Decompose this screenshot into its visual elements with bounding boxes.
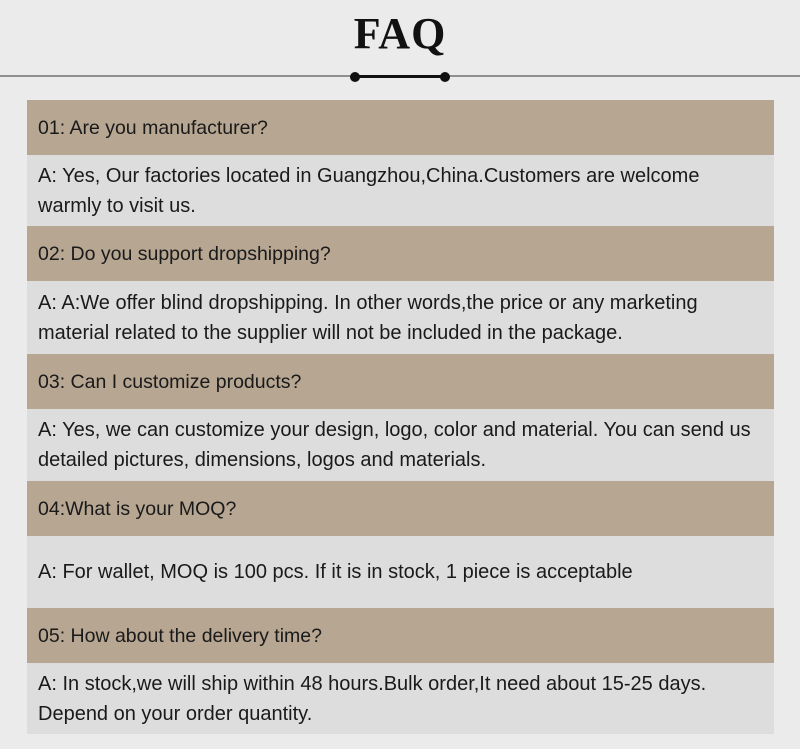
faq-question-3: [27, 354, 774, 409]
faq-question-5: [27, 608, 774, 663]
question-text: 03: Can I customize products?: [38, 370, 302, 393]
faq-answer-1: [27, 155, 774, 226]
faq-header: [0, 0, 800, 100]
question-text: 04:What is your MOQ?: [38, 497, 237, 520]
answer-text: A: In stock,we will ship within 48 hours.Bulk order,It need about 15-25 days. Depend on your order quantity.: [38, 672, 707, 725]
faq-answer-2: [27, 281, 774, 354]
faq-question-1: [27, 100, 774, 155]
ornament-bar: [355, 75, 445, 78]
divider-ornament: [350, 72, 450, 82]
answer-text: A: Yes, Our factories located in Guangzhou,China.Customers are welcome warmly to visit us.: [38, 164, 700, 217]
answer-text: A: For wallet, MOQ is 100 pcs. If it is in stock, 1 piece is acceptable: [38, 561, 633, 583]
ornament-dot-left: [350, 72, 360, 82]
faq-answer-5: [27, 663, 774, 734]
faq-answer-3: [27, 409, 774, 481]
page-title: FAQ: [353, 9, 447, 58]
faq-question-4: [27, 481, 774, 536]
ornament-dot-right: [440, 72, 450, 82]
answer-text: A: A:We offer blind dropshipping. In other words,the price or any marketing material related to the supplier will not be included in the package.: [38, 291, 698, 344]
answer-text: A: Yes, we can customize your design, logo, color and material. You can send us detailed pictures, dimensions, logos and materials.: [38, 419, 751, 471]
question-text: 02: Do you support dropshipping?: [38, 242, 331, 265]
faq-list: [27, 100, 774, 734]
question-text: 05: How about the delivery time?: [38, 624, 322, 647]
question-text: 01: Are you manufacturer?: [38, 116, 268, 139]
faq-answer-4: [27, 536, 774, 608]
faq-question-2: [27, 226, 774, 281]
